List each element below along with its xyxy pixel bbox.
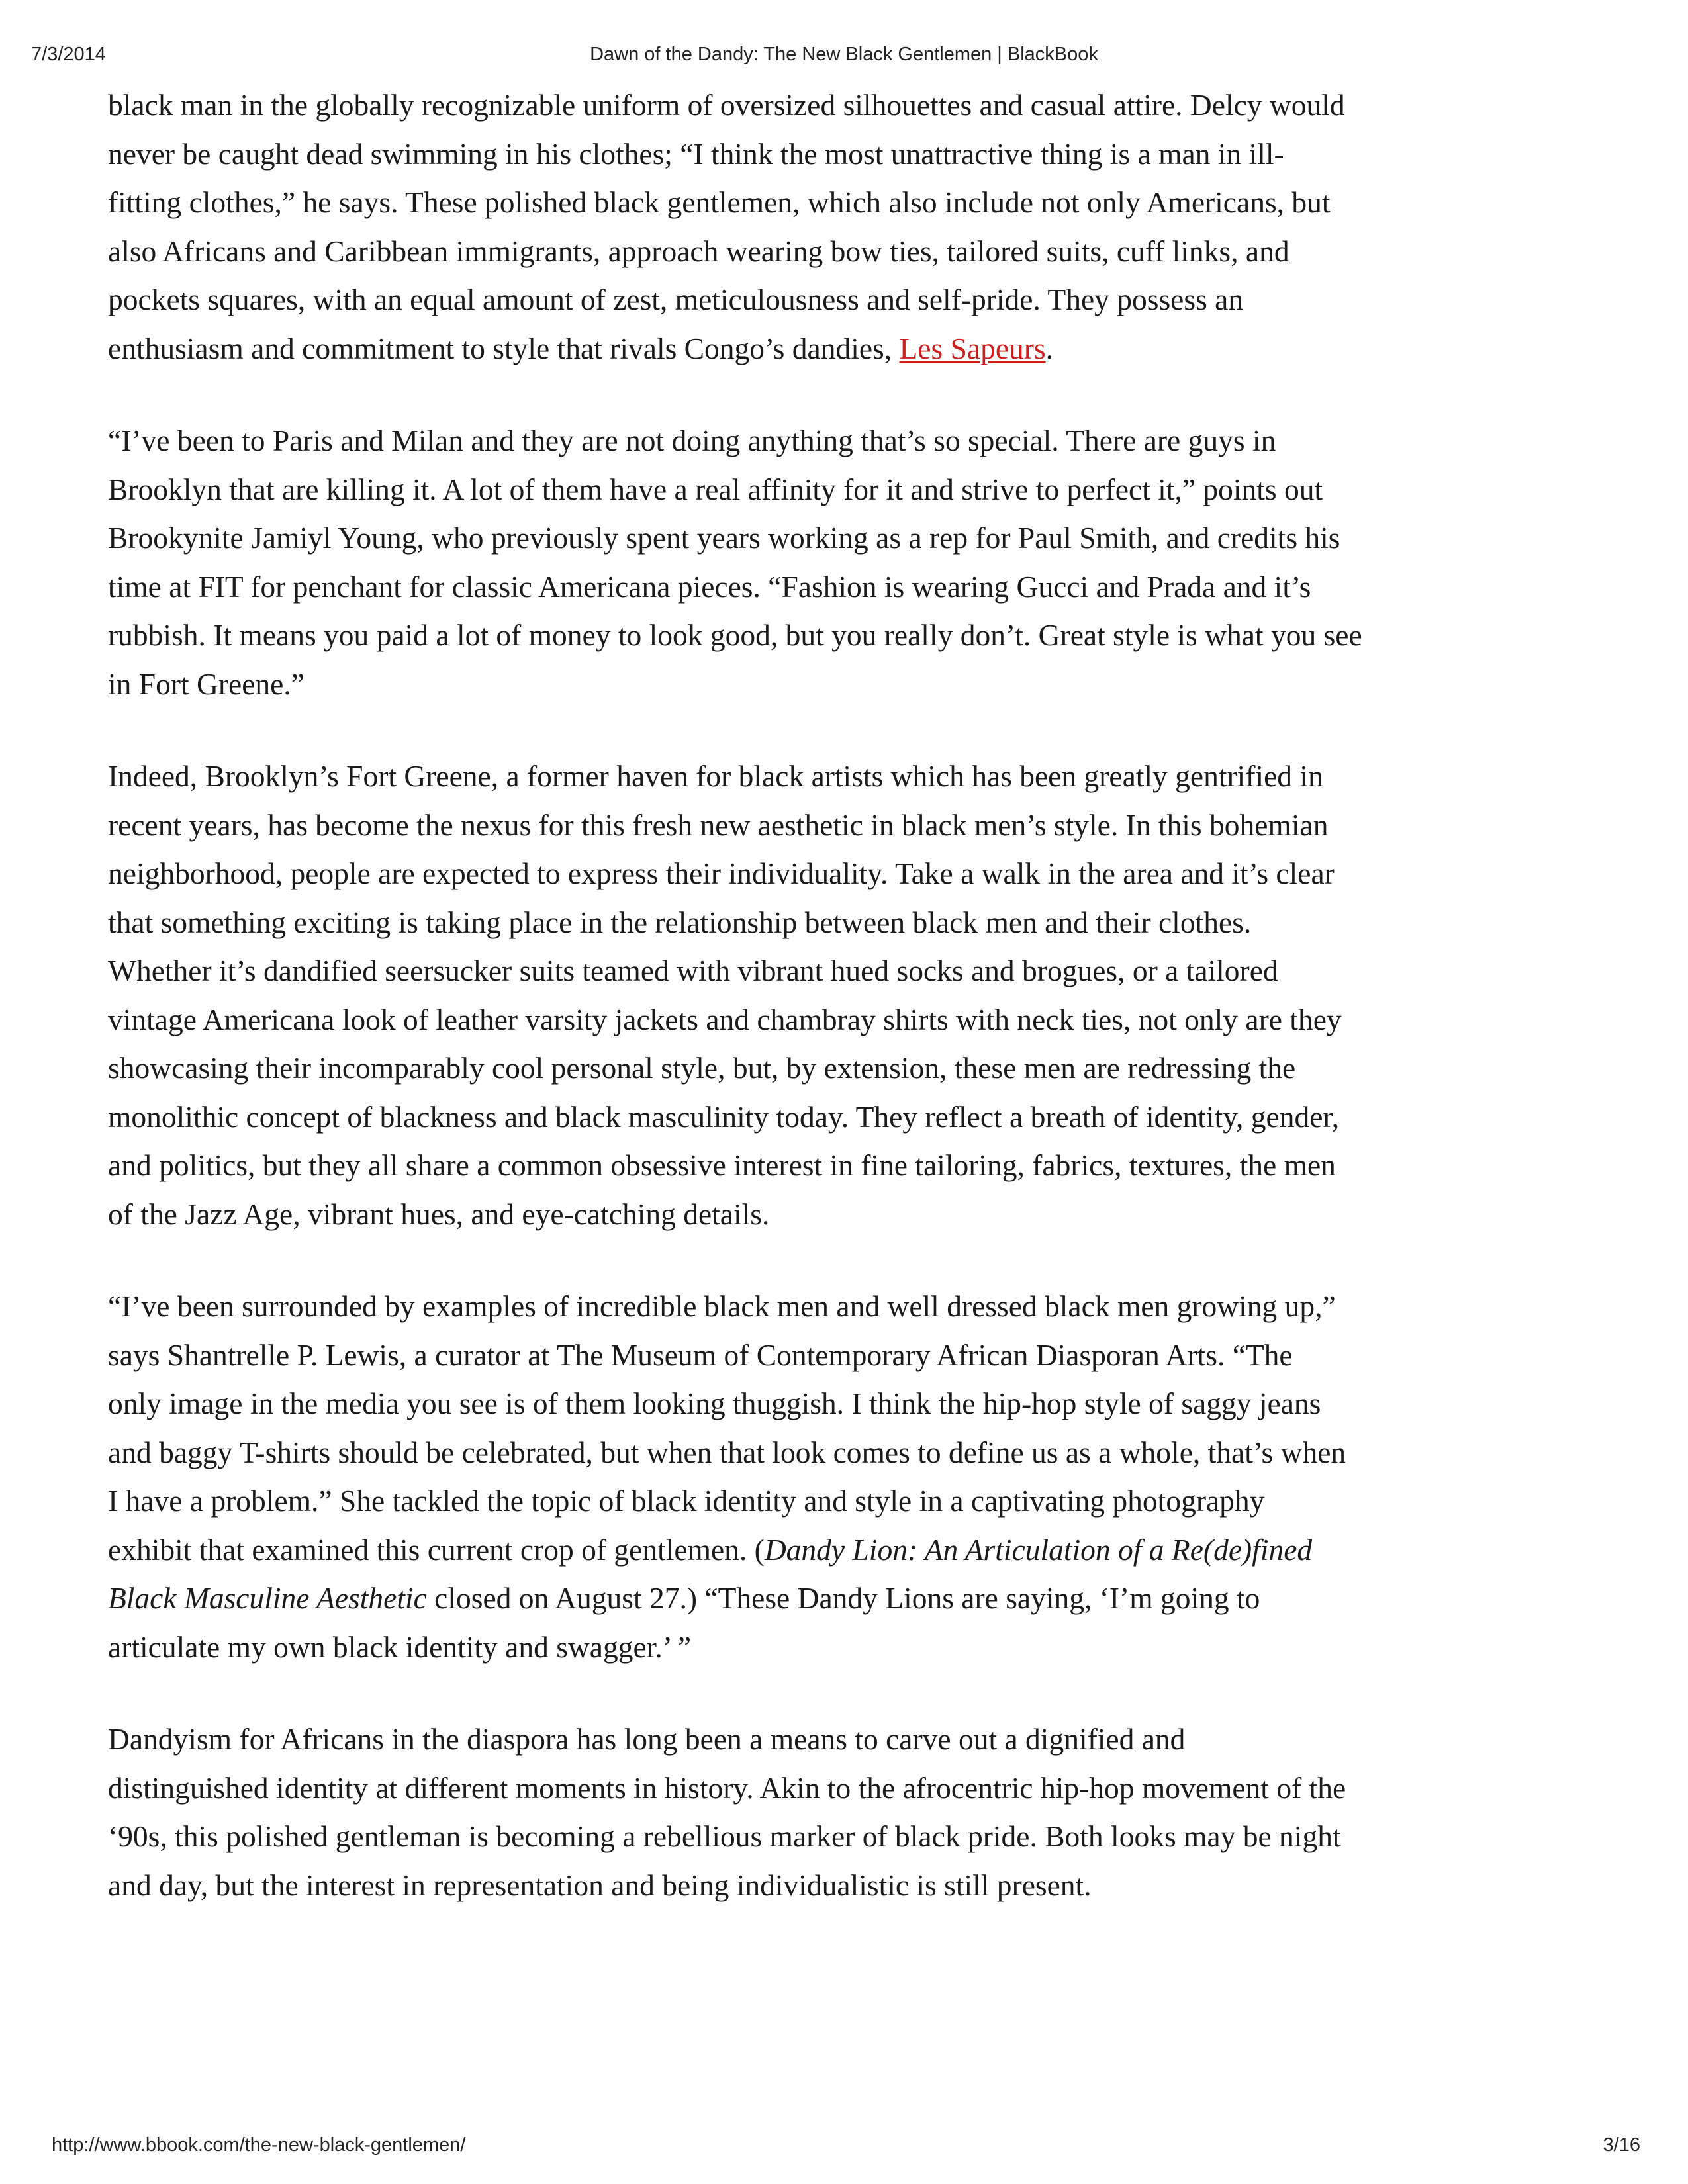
text-line: in Fort Greene.” xyxy=(108,666,305,701)
text-line: recent years, has become the nexus for this fresh new aesthetic in black men’s style. In this bohemian xyxy=(108,807,1329,842)
text-line: and day, but the interest in representation and being individualistic is still present. xyxy=(108,1868,1092,1902)
text-line: monolithic concept of blackness and black masculinity today. They reflect a breath of identity, gender, xyxy=(108,1099,1340,1134)
text-span: exhibit that examined this current crop of gentlemen. ( xyxy=(108,1532,765,1567)
text-line: Brooklyn that are killing it. A lot of them have a real affinity for it and strive to perfect it,” points out xyxy=(108,472,1323,506)
paragraph-2 xyxy=(108,416,1594,708)
text-line: pockets squares, with an equal amount of zest, meticulousness and self-pride. They possess an xyxy=(108,283,1244,316)
text-line: also Africans and Caribbean immigrants, approach wearing bow ties, tailored suits, cuff links, and xyxy=(108,234,1289,268)
text-line: articulate my own black identity and swagger.’ ” xyxy=(108,1629,692,1664)
article-body xyxy=(108,81,1594,1953)
text-line: and politics, but they all share a common obsessive interest in fine tailoring, fabrics, textures, the men xyxy=(108,1148,1336,1182)
text-span: closed on August 27.) “These Dandy Lions are saying, ‘I’m going to xyxy=(426,1581,1260,1615)
text-span: enthusiasm and commitment to style that rivals Congo’s dandies, xyxy=(108,331,900,365)
text-line: Whether it’s dandified seersucker suits teamed with vibrant hued socks and brogues, or a tailored xyxy=(108,954,1278,987)
exhibit-title: Black Masculine Aesthetic xyxy=(108,1581,427,1615)
text-line: Dandyism for Africans in the diaspora has long been a means to carve out a dignified and xyxy=(108,1722,1186,1756)
text-line: black man in the globally recognizable uniform of oversized silhouettes and casual attire. Delcy would xyxy=(108,88,1345,122)
text-line xyxy=(108,324,1594,373)
text-line: of the Jazz Age, vibrant hues, and eye-catching details. xyxy=(108,1197,770,1231)
text-line: I have a problem.” She tackled the topic of black identity and style in a captivating photography xyxy=(108,1484,1265,1518)
text-line: never be caught dead swimming in his clothes; “I think the most unattractive thing is a man in ill- xyxy=(108,136,1284,171)
text-line xyxy=(108,1574,1594,1623)
text-line: fitting clothes,” he says. These polished black gentlemen, which also include not only Americans, but xyxy=(108,185,1331,219)
paragraph-5 xyxy=(108,1715,1594,1909)
text-line: vintage Americana look of leather varsity jackets and chambray shirts with neck ties, not only are they xyxy=(108,1002,1342,1036)
les-sapeurs-link[interactable]: Les Sapeurs xyxy=(899,331,1046,365)
text-line: rubbish. It means you paid a lot of money to look good, but you really don’t. Great style is what you see xyxy=(108,618,1362,652)
text-line: showcasing their incomparably cool personal style, but, by extension, these men are redressing the xyxy=(108,1051,1296,1085)
text-span: . xyxy=(1045,331,1053,365)
text-line: that something exciting is taking place in the relationship between black men and their clothes. xyxy=(108,905,1252,939)
text-line: “I’ve been surrounded by examples of incredible black men and well dressed black men growing up,” xyxy=(108,1289,1336,1323)
page-title: Dawn of the Dandy: The New Black Gentlemen | BlackBook xyxy=(590,44,1098,65)
text-line: only image in the media you see is of them looking thuggish. I think the hip-hop style of saggy jeans xyxy=(108,1387,1321,1420)
text-line: and baggy T-shirts should be celebrated, but when that look comes to define us as a whole, that’s when xyxy=(108,1435,1346,1469)
page-number: 3/16 xyxy=(1603,2134,1640,2156)
text-line: time at FIT for penchant for classic Americana pieces. “Fashion is wearing Gucci and Prada and it’s xyxy=(108,569,1311,604)
print-date: 7/3/2014 xyxy=(31,44,106,65)
paragraph-3 xyxy=(108,752,1594,1238)
text-line xyxy=(108,1525,1594,1574)
text-line: distinguished identity at different moments in history. Akin to the afrocentric hip-hop movement of the xyxy=(108,1770,1346,1805)
text-line: Indeed, Brooklyn’s Fort Greene, a former haven for black artists which has been greatly gentrified in xyxy=(108,759,1323,793)
print-footer xyxy=(0,2134,1688,2161)
text-line: “I’ve been to Paris and Milan and they are not doing anything that’s so special. There are guys in xyxy=(108,424,1276,457)
exhibit-title: Dandy Lion: An Articulation of a Re(de)fined xyxy=(764,1532,1313,1567)
paragraph-4 xyxy=(108,1282,1594,1671)
text-line: ‘90s, this polished gentleman is becoming a rebellious marker of black pride. Both looks may be night xyxy=(108,1819,1341,1853)
print-header xyxy=(0,44,1688,70)
text-line: neighborhood, people are expected to express their individuality. Take a walk in the area and it’s clear xyxy=(108,856,1335,890)
text-line: says Shantrelle P. Lewis, a curator at The Museum of Contemporary African Diasporan Arts. “The xyxy=(108,1338,1293,1372)
text-line: Brookynite Jamiyl Young, who previously spent years working as a rep for Paul Smith, and credits his xyxy=(108,521,1340,555)
page-url: http://www.bbook.com/the-new-black-gentlemen/ xyxy=(52,2134,466,2156)
paragraph-1 xyxy=(108,81,1594,373)
